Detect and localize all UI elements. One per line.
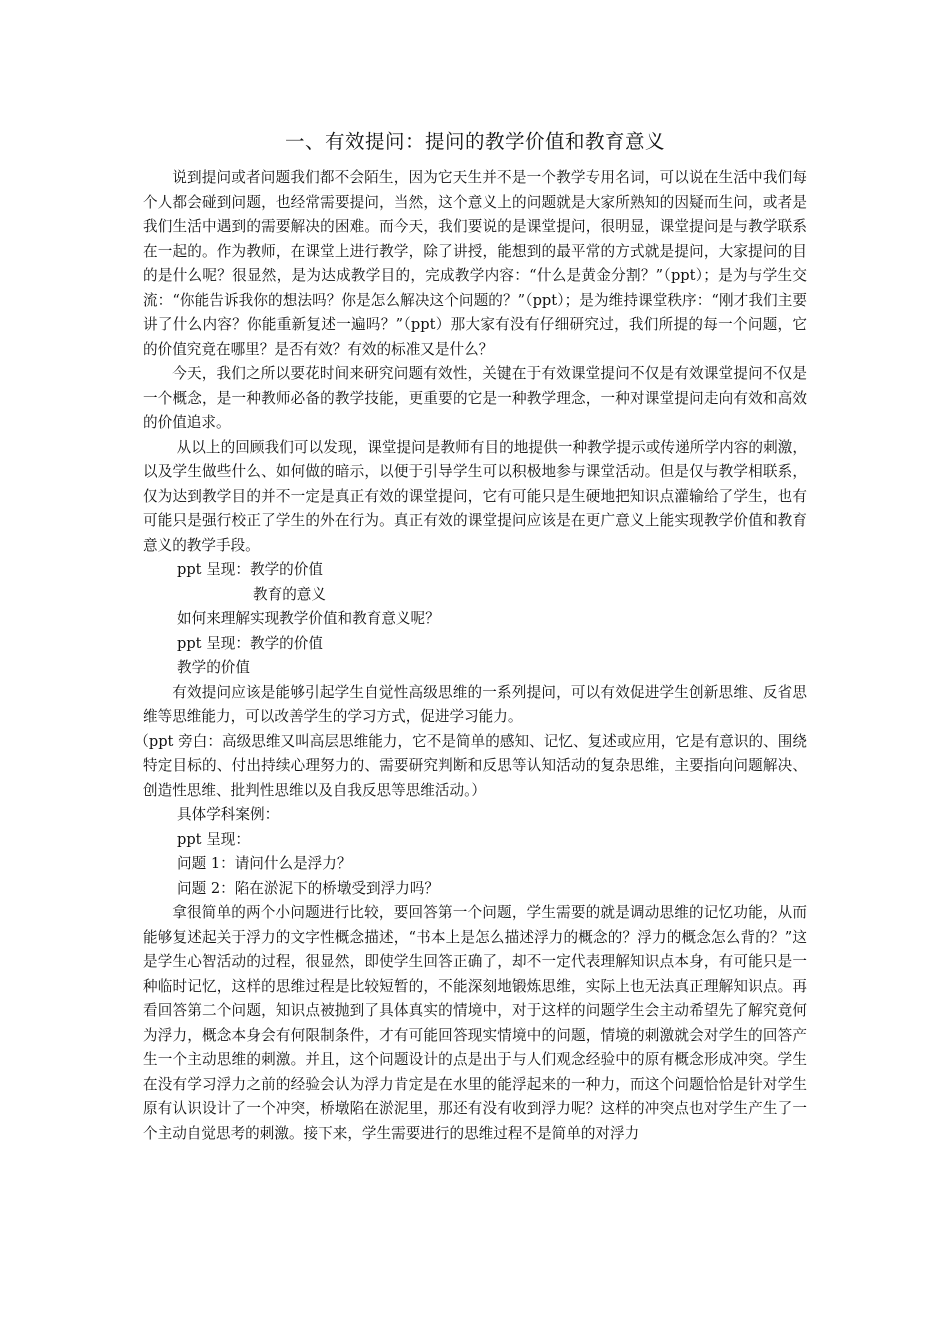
- paragraph-comparison: 拿很简单的两个小问题进行比较，要回答第一个问题，学生需要的就是调动思维的记忆功能，从而能够复述起关于浮力的文字性概念描述，“书本上是怎么描述浮力的概念的？浮力的概念怎么背的？”这是学生心智活动的过程，很显然，即使学生回答正确了，却不一定代表理解知识点本身，有可能只是一种临时记忆，这样的思维过程是比较短暂的，不能深刻地锻炼思维，实际上也无法真正理解知识点。再看回答第二个问题，知识点被抛到了具体真实的情境中，对于这样的问题学生会主动希望先了解究竟何为浮力，概念本身会有何限制条件，才有可能回答现实情境中的问题，情境的刺激就会对学生的回答产生一个主动思维的刺激。并且，这个问题设计的点是出于与人们观念经验中的原有概念形成冲突。学生在没有学习浮力之前的经验会认为浮力肯定是在水里的能浮起来的一种力，而这个问题恰恰是针对学生原有认识设计了一个冲突，桥墩陷在淤泥里，那还有没有收到浮力呢？这样的冲突点也对学生产生了一个主动自觉思考的刺激。接下来，学生需要进行的思维过程不是简单的对浮力: [143, 904, 807, 1142]
- subheading-teaching-value: 教学的价值: [177, 659, 250, 676]
- question-2: 问题 2：陷在淤泥下的桥墩受到浮力吗？: [177, 879, 440, 897]
- question-1: 问题 1：请问什么是浮力？: [177, 855, 352, 872]
- ppt-line-4: ppt 呈现：: [177, 830, 250, 848]
- paragraph-review: 从以上的回顾我们可以发现，课堂提问是教师有目的地提供一种教学提示或传递所学内容的刺激，以及学生做些什么、如何做的暗示，以便于引导学生可以积极地参与课堂活动。但是仅与教学相联系，仅为达到教学目的并不一定是真正有效的课堂提问，它有可能只是生硬地把知识点灌输给了学生，也有可能只是强行校正了学生的外在行为。真正有效的课堂提问应该是在更广意义上能实现教学价值和教育意义的教学手段。: [143, 438, 807, 554]
- paragraph-effective-questioning: 有效提问应该是能够引起学生自觉性高级思维的一系列提问，可以有效促进学生创新思维、反省思维等思维能力，可以改善学生的学习方式，促进学习能力。: [143, 683, 807, 725]
- ppt-line-3: ppt 呈现：教学的价值: [177, 634, 323, 652]
- ppt-line-2: 教育的意义: [253, 585, 326, 603]
- paragraph-ppt-aside: （ppt 旁白：高级思维又叫高层思维能力，它不是简单的感知、记忆、复述或应用，它是有意识的、围绕特定目标的、付出持续心理努力的、需要研究判断和反思等认知活动的复杂思维，主要指向问题解决、创造性思维、批判性思维以及自我反思等思维活动。）: [134, 732, 807, 799]
- ppt-line-1: ppt 呈现：教学的价值: [177, 561, 323, 578]
- paragraph-today: 今天，我们之所以要花时间来研究问题有效性，关键在于有效课堂提问不仅是有效课堂提问不仅是一个概念，是一种教师必备的教学技能，更重要的它是一种教学理念，一种对课堂提问走向有效和高效的价值追求。: [143, 365, 807, 431]
- subheading-case: 具体学科案例：: [177, 806, 280, 823]
- section-title: 一、有效提问：提问的教学价值和教育意义: [284, 130, 665, 153]
- paragraph-intro: 说到提问或者问题我们都不会陌生，因为它天生并不是一个教学专用名词，可以说在生活中我们每个人都会碰到问题，也经常需要提问，当然，这个意义上的问题就是大家所熟知的因疑而生问，或者是我们生活中遇到的需要解决的困难。而今天，我们要说的是课堂提问，很明显，课堂提问是与教学联系在一起的。作为教师，在课堂上进行教学，除了讲授，能想到的最平常的方式就是提问，大家提问的目的是什么呢？很显然，是为达成教学目的，完成教学内容：“什么是黄金分割？”（ppt）；是为与学生交流：“你能告诉我你的想法吗？你是怎么解决这个问题的？”（ppt）；是为维持课堂秩序：“刚才我们主要讲了什么内容？你能重新复述一遍吗？”（ppt）那大家有没有仔细研究过，我们所提的每一个问题，它的价值究竟在哪里？是否有效？有效的标准又是什么？: [143, 169, 807, 358]
- document-body: [134, 166, 807, 1146]
- question-line: 如何来理解实现教学价值和教育意义呢？: [177, 610, 440, 627]
